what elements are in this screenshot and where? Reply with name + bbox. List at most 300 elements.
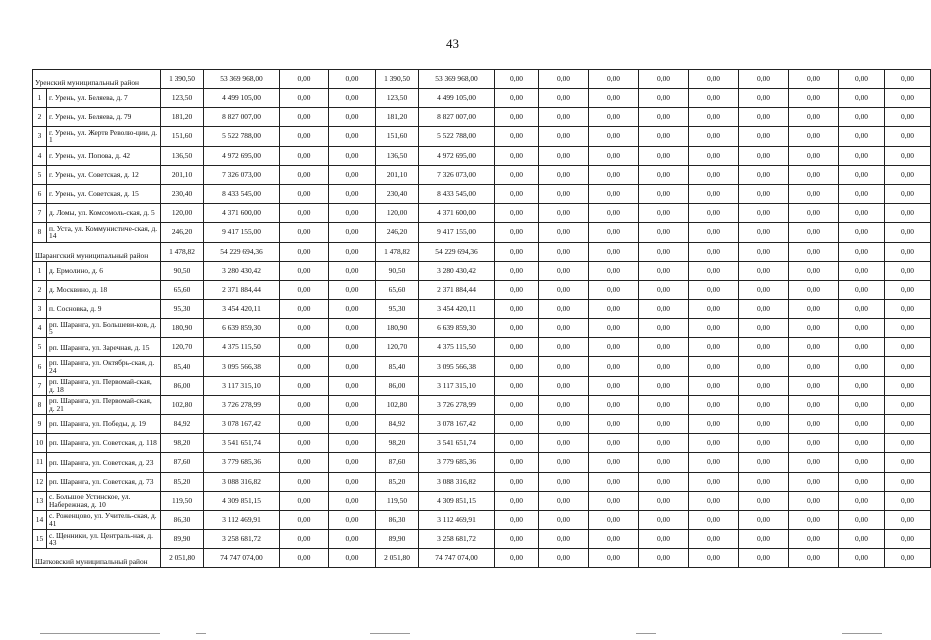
value-cell: 0,00 xyxy=(789,434,839,453)
value-cell: 0,00 xyxy=(639,70,689,89)
value-cell: 0,00 xyxy=(280,89,329,108)
address-cell: п. Сосновка, д. 9 xyxy=(47,299,161,318)
value-cell: 0,00 xyxy=(739,146,789,165)
value-cell: 0,00 xyxy=(739,184,789,203)
value-cell: 0,00 xyxy=(495,395,539,414)
value-cell: 0,00 xyxy=(739,223,789,242)
value-cell: 0,00 xyxy=(839,472,885,491)
row-number: 8 xyxy=(33,223,47,242)
value-cell: 0,00 xyxy=(839,510,885,529)
row-number: 9 xyxy=(33,415,47,434)
value-cell: 0,00 xyxy=(789,357,839,376)
value-cell: 0,00 xyxy=(739,261,789,280)
value-cell: 7 326 073,00 xyxy=(419,165,495,184)
value-cell: 0,00 xyxy=(885,530,931,549)
table-row xyxy=(33,491,931,510)
value-cell: 0,00 xyxy=(739,127,789,146)
value-cell: 0,00 xyxy=(539,338,589,357)
value-cell: 3 095 566,38 xyxy=(204,357,280,376)
address-cell: рп. Шаранга, ул. Победы, д. 19 xyxy=(47,415,161,434)
row-number: 4 xyxy=(33,319,47,338)
value-cell: 95,30 xyxy=(161,299,204,318)
value-cell: 65,60 xyxy=(161,280,204,299)
value-cell: 4 371 600,00 xyxy=(204,204,280,223)
value-cell: 120,70 xyxy=(376,338,419,357)
value-cell: 0,00 xyxy=(495,280,539,299)
row-number: 10 xyxy=(33,434,47,453)
value-cell: 54 229 694,36 xyxy=(419,242,495,261)
value-cell: 0,00 xyxy=(329,395,376,414)
table-row xyxy=(33,280,931,299)
value-cell: 0,00 xyxy=(885,108,931,127)
scan-artifact-line xyxy=(370,633,410,634)
value-cell: 230,40 xyxy=(161,184,204,203)
table-row xyxy=(33,395,931,414)
row-number: 7 xyxy=(33,376,47,395)
value-cell: 0,00 xyxy=(839,261,885,280)
table-body xyxy=(33,70,931,568)
address-cell: рп. Шаранга, ул. Первомай-ская, д. 18 xyxy=(47,376,161,395)
value-cell: 0,00 xyxy=(839,530,885,549)
value-cell: 0,00 xyxy=(280,223,329,242)
value-cell: 0,00 xyxy=(589,242,639,261)
row-number: 2 xyxy=(33,108,47,127)
value-cell: 0,00 xyxy=(280,184,329,203)
value-cell: 0,00 xyxy=(329,242,376,261)
value-cell: 0,00 xyxy=(280,261,329,280)
table-row xyxy=(33,530,931,549)
value-cell: 0,00 xyxy=(689,395,739,414)
value-cell: 0,00 xyxy=(839,319,885,338)
district-row xyxy=(33,242,931,261)
value-cell: 0,00 xyxy=(689,338,739,357)
value-cell: 3 095 566,38 xyxy=(419,357,495,376)
value-cell: 0,00 xyxy=(739,549,789,568)
value-cell: 0,00 xyxy=(589,395,639,414)
value-cell: 0,00 xyxy=(789,108,839,127)
row-number: 4 xyxy=(33,146,47,165)
value-cell: 0,00 xyxy=(639,357,689,376)
value-cell: 0,00 xyxy=(789,70,839,89)
value-cell: 0,00 xyxy=(639,299,689,318)
value-cell: 0,00 xyxy=(739,242,789,261)
value-cell: 0,00 xyxy=(789,146,839,165)
value-cell: 85,20 xyxy=(161,472,204,491)
value-cell: 0,00 xyxy=(789,376,839,395)
value-cell: 3 454 420,11 xyxy=(204,299,280,318)
value-cell: 86,30 xyxy=(376,510,419,529)
value-cell: 136,50 xyxy=(161,146,204,165)
table-row xyxy=(33,319,931,338)
table-row xyxy=(33,376,931,395)
value-cell: 0,00 xyxy=(589,89,639,108)
value-cell: 0,00 xyxy=(739,204,789,223)
address-cell: г. Урень, ул. Попова, д. 42 xyxy=(47,146,161,165)
value-cell: 74 747 074,00 xyxy=(419,549,495,568)
value-cell: 3 117 315,10 xyxy=(419,376,495,395)
value-cell: 90,50 xyxy=(161,261,204,280)
district-row xyxy=(33,70,931,89)
value-cell: 3 454 420,11 xyxy=(419,299,495,318)
value-cell: 7 326 073,00 xyxy=(204,165,280,184)
value-cell: 0,00 xyxy=(539,549,589,568)
value-cell: 0,00 xyxy=(280,127,329,146)
value-cell: 180,90 xyxy=(161,319,204,338)
value-cell: 0,00 xyxy=(885,223,931,242)
table-row xyxy=(33,108,931,127)
value-cell: 0,00 xyxy=(789,223,839,242)
value-cell: 6 639 859,30 xyxy=(419,319,495,338)
value-cell: 102,80 xyxy=(161,395,204,414)
value-cell: 0,00 xyxy=(329,530,376,549)
value-cell: 84,92 xyxy=(161,415,204,434)
row-number: 6 xyxy=(33,184,47,203)
value-cell: 2 051,80 xyxy=(161,549,204,568)
value-cell: 0,00 xyxy=(495,549,539,568)
row-number: 2 xyxy=(33,280,47,299)
address-cell: г. Урень, ул. Беляева, д. 7 xyxy=(47,89,161,108)
value-cell: 87,60 xyxy=(376,453,419,472)
value-cell: 0,00 xyxy=(539,280,589,299)
value-cell: 0,00 xyxy=(639,204,689,223)
value-cell: 0,00 xyxy=(280,357,329,376)
value-cell: 0,00 xyxy=(495,261,539,280)
value-cell: 0,00 xyxy=(589,223,639,242)
value-cell: 151,60 xyxy=(376,127,419,146)
value-cell: 0,00 xyxy=(589,280,639,299)
value-cell: 0,00 xyxy=(639,434,689,453)
value-cell: 0,00 xyxy=(689,127,739,146)
value-cell: 0,00 xyxy=(589,530,639,549)
value-cell: 0,00 xyxy=(329,146,376,165)
value-cell: 0,00 xyxy=(539,223,589,242)
value-cell: 0,00 xyxy=(539,510,589,529)
value-cell: 0,00 xyxy=(639,338,689,357)
table-row xyxy=(33,415,931,434)
table-row xyxy=(33,165,931,184)
value-cell: 0,00 xyxy=(589,453,639,472)
value-cell: 4 375 115,50 xyxy=(204,338,280,357)
value-cell: 0,00 xyxy=(329,376,376,395)
value-cell: 0,00 xyxy=(885,338,931,357)
value-cell: 0,00 xyxy=(639,376,689,395)
district-name: Шатковский муниципальный район xyxy=(33,549,161,568)
value-cell: 0,00 xyxy=(539,491,589,510)
value-cell: 102,80 xyxy=(376,395,419,414)
value-cell: 0,00 xyxy=(885,376,931,395)
value-cell: 119,50 xyxy=(376,491,419,510)
scan-artifact-line xyxy=(842,633,882,634)
value-cell: 0,00 xyxy=(639,549,689,568)
value-cell: 95,30 xyxy=(376,299,419,318)
value-cell: 0,00 xyxy=(885,70,931,89)
value-cell: 0,00 xyxy=(495,453,539,472)
value-cell: 0,00 xyxy=(329,89,376,108)
value-cell: 0,00 xyxy=(885,184,931,203)
value-cell: 0,00 xyxy=(539,146,589,165)
value-cell: 0,00 xyxy=(589,415,639,434)
value-cell: 0,00 xyxy=(539,184,589,203)
value-cell: 0,00 xyxy=(639,453,689,472)
value-cell: 0,00 xyxy=(885,299,931,318)
value-cell: 0,00 xyxy=(789,549,839,568)
value-cell: 0,00 xyxy=(739,530,789,549)
value-cell: 0,00 xyxy=(839,165,885,184)
value-cell: 0,00 xyxy=(539,395,589,414)
value-cell: 0,00 xyxy=(639,491,689,510)
value-cell: 0,00 xyxy=(739,491,789,510)
value-cell: 0,00 xyxy=(789,261,839,280)
value-cell: 0,00 xyxy=(839,280,885,299)
table-row xyxy=(33,453,931,472)
value-cell: 4 309 851,15 xyxy=(419,491,495,510)
value-cell: 89,90 xyxy=(161,530,204,549)
value-cell: 0,00 xyxy=(689,299,739,318)
value-cell: 0,00 xyxy=(689,530,739,549)
value-cell: 0,00 xyxy=(329,184,376,203)
address-cell: рп. Шаранга, ул. Советская, д. 23 xyxy=(47,453,161,472)
address-cell: рп. Шаранга, ул. Большеви-ков, д. 5 xyxy=(47,319,161,338)
value-cell: 0,00 xyxy=(589,491,639,510)
value-cell: 0,00 xyxy=(280,319,329,338)
value-cell: 0,00 xyxy=(689,261,739,280)
table-row xyxy=(33,127,931,146)
value-cell: 85,40 xyxy=(161,357,204,376)
value-cell: 3 541 651,74 xyxy=(204,434,280,453)
value-cell: 3 078 167,42 xyxy=(419,415,495,434)
value-cell: 0,00 xyxy=(885,395,931,414)
value-cell: 90,50 xyxy=(376,261,419,280)
value-cell: 0,00 xyxy=(589,146,639,165)
value-cell: 0,00 xyxy=(495,491,539,510)
value-cell: 1 478,82 xyxy=(376,242,419,261)
value-cell: 0,00 xyxy=(885,549,931,568)
value-cell: 0,00 xyxy=(495,70,539,89)
value-cell: 0,00 xyxy=(839,491,885,510)
value-cell: 0,00 xyxy=(639,510,689,529)
value-cell: 0,00 xyxy=(739,395,789,414)
value-cell: 0,00 xyxy=(789,204,839,223)
value-cell: 2 371 884,44 xyxy=(204,280,280,299)
table-row xyxy=(33,510,931,529)
value-cell: 0,00 xyxy=(329,204,376,223)
value-cell: 0,00 xyxy=(689,146,739,165)
value-cell: 2 371 884,44 xyxy=(419,280,495,299)
value-cell: 2 051,80 xyxy=(376,549,419,568)
value-cell: 0,00 xyxy=(885,261,931,280)
value-cell: 6 639 859,30 xyxy=(204,319,280,338)
value-cell: 0,00 xyxy=(495,146,539,165)
value-cell: 3 779 685,36 xyxy=(204,453,280,472)
value-cell: 0,00 xyxy=(639,280,689,299)
value-cell: 98,20 xyxy=(161,434,204,453)
value-cell: 5 522 788,00 xyxy=(419,127,495,146)
value-cell: 0,00 xyxy=(789,453,839,472)
value-cell: 0,00 xyxy=(885,491,931,510)
value-cell: 0,00 xyxy=(329,472,376,491)
value-cell: 0,00 xyxy=(495,204,539,223)
value-cell: 0,00 xyxy=(539,299,589,318)
value-cell: 85,20 xyxy=(376,472,419,491)
value-cell: 86,00 xyxy=(376,376,419,395)
value-cell: 4 309 851,15 xyxy=(204,491,280,510)
value-cell: 0,00 xyxy=(739,415,789,434)
row-number: 8 xyxy=(33,395,47,414)
value-cell: 0,00 xyxy=(589,549,639,568)
value-cell: 136,50 xyxy=(376,146,419,165)
value-cell: 0,00 xyxy=(639,242,689,261)
value-cell: 0,00 xyxy=(839,223,885,242)
value-cell: 0,00 xyxy=(739,510,789,529)
value-cell: 0,00 xyxy=(329,70,376,89)
value-cell: 1 478,82 xyxy=(161,242,204,261)
value-cell: 0,00 xyxy=(689,453,739,472)
value-cell: 5 522 788,00 xyxy=(204,127,280,146)
value-cell: 0,00 xyxy=(539,472,589,491)
value-cell: 0,00 xyxy=(329,415,376,434)
value-cell: 0,00 xyxy=(789,510,839,529)
table-row xyxy=(33,357,931,376)
district-name: Шарангский муниципальный район xyxy=(33,242,161,261)
value-cell: 0,00 xyxy=(280,242,329,261)
value-cell: 0,00 xyxy=(789,299,839,318)
value-cell: 0,00 xyxy=(280,165,329,184)
value-cell: 0,00 xyxy=(739,472,789,491)
row-number: 5 xyxy=(33,165,47,184)
value-cell: 0,00 xyxy=(639,223,689,242)
value-cell: 3 088 316,82 xyxy=(419,472,495,491)
value-cell: 0,00 xyxy=(789,415,839,434)
value-cell: 0,00 xyxy=(739,70,789,89)
value-cell: 3 117 315,10 xyxy=(204,376,280,395)
value-cell: 0,00 xyxy=(495,299,539,318)
table-row xyxy=(33,261,931,280)
value-cell: 0,00 xyxy=(689,165,739,184)
address-cell: рп. Шаранга, ул. Советская, д. 73 xyxy=(47,472,161,491)
value-cell: 0,00 xyxy=(639,184,689,203)
row-number: 6 xyxy=(33,357,47,376)
value-cell: 0,00 xyxy=(839,549,885,568)
scan-artifact-line xyxy=(196,633,206,634)
value-cell: 0,00 xyxy=(739,280,789,299)
value-cell: 0,00 xyxy=(280,530,329,549)
value-cell: 0,00 xyxy=(495,108,539,127)
value-cell: 0,00 xyxy=(789,242,839,261)
value-cell: 0,00 xyxy=(839,146,885,165)
value-cell: 84,92 xyxy=(376,415,419,434)
value-cell: 0,00 xyxy=(589,204,639,223)
value-cell: 0,00 xyxy=(639,530,689,549)
value-cell: 0,00 xyxy=(539,89,589,108)
value-cell: 0,00 xyxy=(689,184,739,203)
value-cell: 0,00 xyxy=(495,530,539,549)
value-cell: 0,00 xyxy=(839,357,885,376)
value-cell: 0,00 xyxy=(589,261,639,280)
value-cell: 120,00 xyxy=(161,204,204,223)
value-cell: 0,00 xyxy=(329,299,376,318)
address-cell: д. Москвино, д. 18 xyxy=(47,280,161,299)
value-cell: 0,00 xyxy=(280,108,329,127)
district-row xyxy=(33,549,931,568)
value-cell: 0,00 xyxy=(539,357,589,376)
address-cell: г. Урень, ул. Беляева, д. 79 xyxy=(47,108,161,127)
value-cell: 0,00 xyxy=(280,395,329,414)
value-cell: 0,00 xyxy=(495,434,539,453)
value-cell: 0,00 xyxy=(329,434,376,453)
housing-program-table xyxy=(32,69,931,568)
value-cell: 0,00 xyxy=(589,338,639,357)
value-cell: 0,00 xyxy=(539,108,589,127)
address-cell: рп. Шаранга, ул. Заречная, д. 15 xyxy=(47,338,161,357)
value-cell: 0,00 xyxy=(739,89,789,108)
value-cell: 0,00 xyxy=(589,70,639,89)
value-cell: 0,00 xyxy=(539,70,589,89)
value-cell: 0,00 xyxy=(329,223,376,242)
value-cell: 0,00 xyxy=(495,510,539,529)
value-cell: 0,00 xyxy=(885,415,931,434)
value-cell: 0,00 xyxy=(789,184,839,203)
value-cell: 3 258 681,72 xyxy=(419,530,495,549)
value-cell: 0,00 xyxy=(839,376,885,395)
value-cell: 0,00 xyxy=(885,146,931,165)
value-cell: 0,00 xyxy=(789,89,839,108)
value-cell: 4 972 695,00 xyxy=(419,146,495,165)
value-cell: 0,00 xyxy=(739,165,789,184)
value-cell: 0,00 xyxy=(639,146,689,165)
value-cell: 0,00 xyxy=(689,472,739,491)
value-cell: 0,00 xyxy=(495,357,539,376)
value-cell: 0,00 xyxy=(739,434,789,453)
value-cell: 0,00 xyxy=(739,338,789,357)
value-cell: 3 112 469,91 xyxy=(204,510,280,529)
value-cell: 0,00 xyxy=(329,491,376,510)
row-number: 3 xyxy=(33,127,47,146)
value-cell: 0,00 xyxy=(689,223,739,242)
value-cell: 0,00 xyxy=(789,338,839,357)
address-cell: с. Большое Устинское, ул. Набережная, д. 10 xyxy=(47,491,161,510)
housing-table-container xyxy=(32,69,914,568)
value-cell: 0,00 xyxy=(589,319,639,338)
value-cell: 246,20 xyxy=(161,223,204,242)
value-cell: 0,00 xyxy=(539,434,589,453)
value-cell: 0,00 xyxy=(885,319,931,338)
value-cell: 86,00 xyxy=(161,376,204,395)
value-cell: 4 499 105,00 xyxy=(419,89,495,108)
value-cell: 0,00 xyxy=(539,415,589,434)
value-cell: 0,00 xyxy=(839,89,885,108)
value-cell: 3 280 430,42 xyxy=(204,261,280,280)
value-cell: 0,00 xyxy=(329,127,376,146)
value-cell: 0,00 xyxy=(639,108,689,127)
value-cell: 123,50 xyxy=(376,89,419,108)
value-cell: 0,00 xyxy=(280,338,329,357)
value-cell: 0,00 xyxy=(689,108,739,127)
value-cell: 0,00 xyxy=(839,453,885,472)
value-cell: 4 375 115,50 xyxy=(419,338,495,357)
value-cell: 0,00 xyxy=(589,434,639,453)
value-cell: 3 541 651,74 xyxy=(419,434,495,453)
value-cell: 0,00 xyxy=(789,395,839,414)
value-cell: 0,00 xyxy=(689,434,739,453)
value-cell: 0,00 xyxy=(329,357,376,376)
value-cell: 0,00 xyxy=(689,280,739,299)
value-cell: 0,00 xyxy=(689,510,739,529)
row-number: 1 xyxy=(33,89,47,108)
value-cell: 0,00 xyxy=(839,242,885,261)
row-number: 14 xyxy=(33,510,47,529)
value-cell: 8 433 545,00 xyxy=(419,184,495,203)
address-cell: рп. Шаранга, ул. Советская, д. 118 xyxy=(47,434,161,453)
